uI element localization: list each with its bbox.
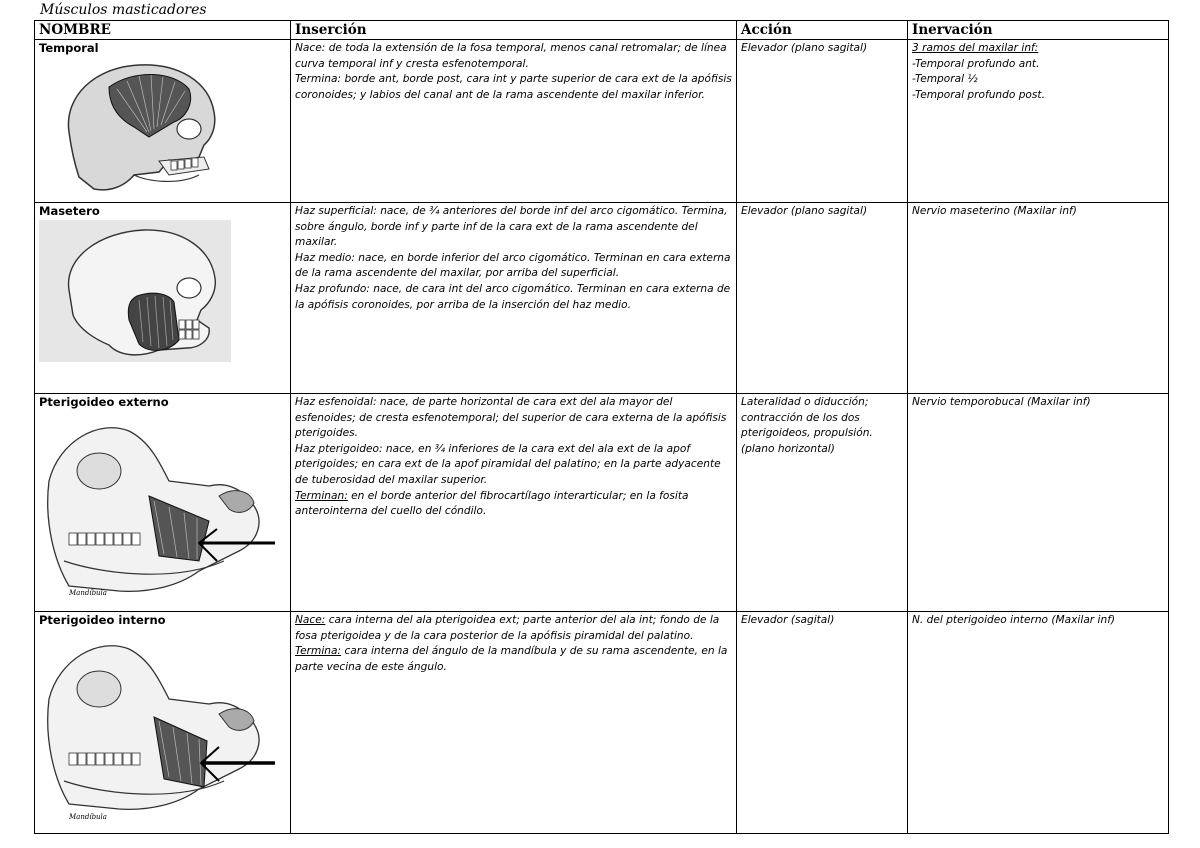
table-row-masetero	[35, 203, 1169, 394]
header-nombre: NOMBRE	[35, 21, 291, 40]
skull-medial-pterygoid-illustration	[39, 629, 277, 827]
cell-insercion	[291, 40, 737, 203]
document-title: Músculos masticadores	[40, 2, 207, 18]
skull-temporal-muscle-illustration	[39, 57, 231, 199]
muscle-name: Masetero	[39, 204, 100, 218]
cell-nombre	[35, 40, 291, 203]
table-row-temporal	[35, 40, 1169, 203]
cell-insercion	[291, 203, 737, 394]
insercion-paragraph	[295, 644, 732, 675]
inervacion-item: -Temporal ½	[912, 73, 978, 86]
insercion-paragraph	[295, 613, 732, 644]
insercion-lead: Nace:	[295, 614, 326, 626]
insercion-text: en el borde anterior del fibrocartílago interarticular; en la fosita anterointerna del cuello del cóndilo.	[295, 489, 689, 518]
insercion-paragraph: Haz profundo: nace, de cara int del arco cigomático. Terminan en cara externa de la apófisis coronoides, por arriba de la inserción del haz medio.	[295, 282, 731, 311]
muscles-table	[34, 20, 1169, 834]
skull-lateral-pterygoid-illustration	[39, 411, 277, 603]
insercion-lead: Terminan:	[295, 489, 348, 502]
insercion-paragraph: Termina: borde ant, borde post, cara int y parte superior de cara ext de la apófisis coronoides; y labios del canal ant de la rama ascendente del maxilar inferior.	[295, 73, 732, 101]
insercion-paragraph	[295, 489, 732, 520]
insercion-text: cara interna del ala pterigoidea ext; parte anterior del ala int; fondo de la fosa pterigoidea y de la cara posterior de la apófisis piramidal del palatino.	[295, 614, 720, 642]
skull-masseter-muscle-illustration	[39, 220, 231, 362]
header-insercion: Inserción	[291, 21, 737, 40]
muscle-name: Temporal	[39, 41, 99, 55]
inervacion-item: -Temporal profundo ant.	[912, 57, 1040, 70]
cell-nombre	[35, 612, 291, 834]
cell-accion: Elevador (plano sagital)	[737, 40, 908, 203]
cell-inervacion	[908, 40, 1169, 203]
cell-insercion	[291, 394, 737, 612]
insercion-paragraph: Haz esfenoidal: nace, de parte horizontal de cara ext del ala mayor del esfenoides; de cresta esfenotemporal; del superior de cara externa de la apófisis pterigoides.	[295, 396, 727, 440]
cell-inervacion: Nervio temporobucal (Maxilar inf)	[908, 394, 1169, 612]
cell-nombre	[35, 203, 291, 394]
table-header-row	[35, 21, 1169, 40]
cell-accion: Elevador (sagital)	[737, 612, 908, 834]
cell-insercion	[291, 612, 737, 834]
table-row-pterigoideo-externo	[35, 394, 1169, 612]
inervacion-lead: 3 ramos del maxilar inf:	[912, 42, 1039, 54]
header-inervacion: Inervación	[908, 21, 1169, 40]
table-row-pterigoideo-interno	[35, 612, 1169, 834]
insercion-paragraph: Haz medio: nace, en borde inferior del arco cigomático. Terminan en cara externa de la rama ascendente del maxilar, por arriba del superficial.	[295, 251, 731, 280]
cell-accion: Lateralidad o diducción; contracción de los dos pterigoideos, propulsión. (plano horizontal)	[737, 394, 908, 612]
insercion-lead: Termina:	[295, 645, 342, 658]
muscle-name: Pterigoideo interno	[39, 613, 166, 627]
insercion-paragraph: Haz pterigoideo: nace, en ¾ inferiores de la cara ext del ala ext de la apof pterigoides; en cara ext de la apof piramidal del palatino; en la parte adyacente de tuberosidad del maxilar superior.	[295, 442, 721, 486]
image-label: Mandíbula	[69, 589, 107, 597]
muscle-name: Pterigoideo externo	[39, 395, 169, 409]
insercion-text: cara interna del ángulo de la mandíbula y de su rama ascendente, en la parte vecina de este ángulo.	[295, 645, 728, 673]
cell-inervacion: N. del pterigoideo interno (Maxilar inf)	[908, 612, 1169, 834]
cell-inervacion: Nervio maseterino (Maxilar inf)	[908, 203, 1169, 394]
insercion-paragraph: Nace: de toda la extensión de la fosa temporal, menos canal retromalar; de línea curva temporal inf y cresta esfenotemporal.	[295, 42, 727, 70]
cell-accion: Elevador (plano sagital)	[737, 203, 908, 394]
image-label: Mandíbula	[69, 813, 107, 821]
insercion-paragraph: Haz superficial: nace, de ¾ anteriores del borde inf del arco cigomático. Termina, sobre ángulo, borde inf y parte inf de la cara ext de la rama ascendente del maxilar.	[295, 205, 728, 249]
header-accion: Acción	[737, 21, 908, 40]
cell-nombre	[35, 394, 291, 612]
inervacion-item: -Temporal profundo post.	[912, 88, 1045, 101]
